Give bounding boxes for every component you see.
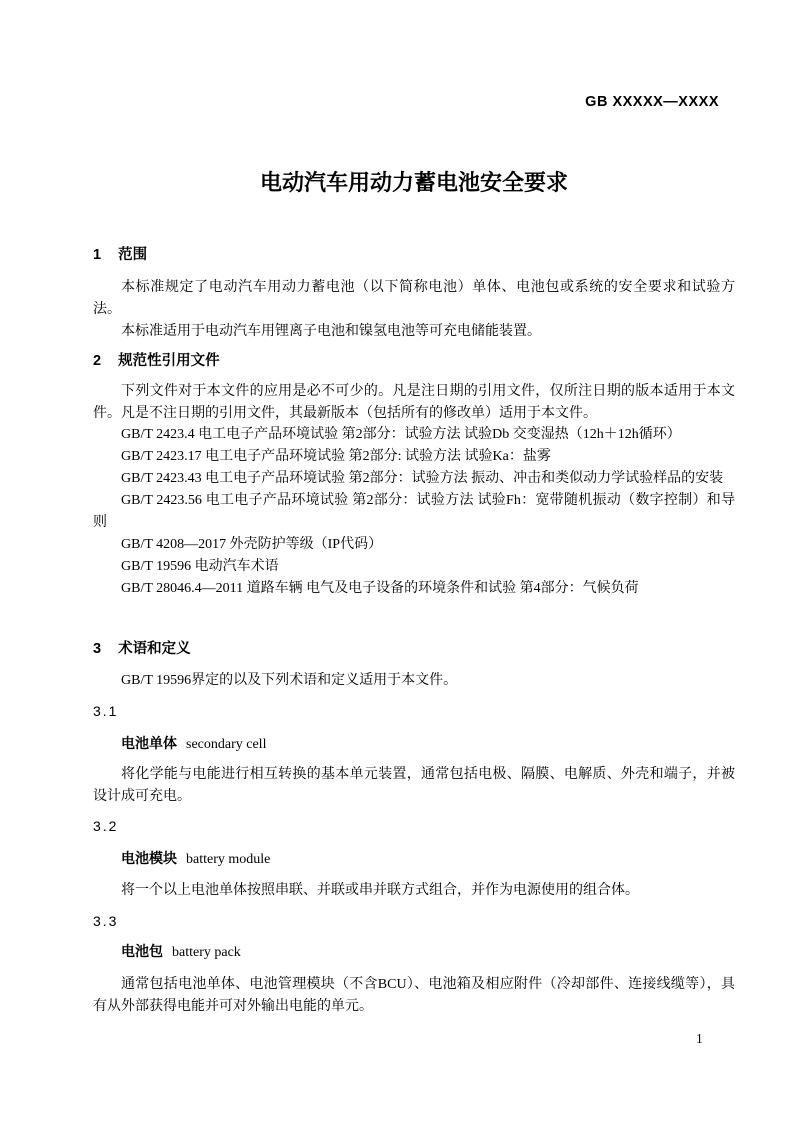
section-2-title: 规范性引用文件: [118, 353, 220, 369]
section-2-number: 2: [93, 353, 102, 369]
reference-entry: GB/T 4208—2017 外壳防护等级（IP代码）: [121, 537, 383, 552]
paragraph: 通常包括电池单体、电池管理模块（不含BCU）、电池箱及相应附件（冷却部件、连接线缆等），具有从外部获得电能并可对外输出电能的单元。: [93, 977, 735, 1014]
reference-entry: GB/T 2423.43 电工电子产品环境试验 第2部分：试验方法 振动、冲击和类似动力学试验样品的安装: [121, 471, 724, 486]
paragraph: 本标准适用于电动汽车用锂离子电池和镍氢电池等可充电储能装置。: [121, 324, 541, 339]
reference-entry: GB/T 28046.4—2011 道路车辆 电气及电子设备的环境条件和试验 第4部分：气候负荷: [121, 581, 639, 596]
term-3-3-name: [93, 942, 763, 962]
term-zh-label: 电池模块: [121, 850, 177, 866]
paragraph: 下列文件对于本文件的应用是必不可少的。凡是注日期的引用文件，仅所注日期的版本适用于本文件。凡是不注日期的引用文件，其最新版本（包括所有的修改单）适用于本文件。: [93, 384, 735, 421]
paragraph: 本标准规定了电动汽车用动力蓄电池（以下简称电池）单体、电池包或系统的安全要求和试验方法。: [93, 280, 735, 317]
term-3-1-name: [93, 734, 763, 754]
section-3-title: 术语和定义: [118, 641, 191, 657]
paragraph: 将化学能与电能进行相互转换的基本单元装置，通常包括电极、隔膜、电解质、外壳和端子，并被设计成可充电。: [93, 767, 735, 804]
term-3-3-number: 3.3: [93, 913, 119, 929]
section-1-number: 1: [93, 247, 102, 263]
paragraph: 将一个以上电池单体按照串联、并联或串并联方式组合，并作为电源使用的组合体。: [121, 883, 639, 898]
paragraph: GB/T 19596界定的以及下列术语和定义适用于本文件。: [121, 673, 458, 688]
reference-entry: GB/T 2423.17 电工电子产品环境试验 第2部分: 试验方法 试验Ka：盐雾: [121, 449, 551, 464]
section-3-number: 3: [93, 641, 102, 657]
section-1-title: 范围: [118, 247, 148, 263]
term-zh-label: 电池包: [121, 943, 163, 959]
reference-entry: GB/T 2423.56 电工电子产品环境试验 第2部分：试验方法 试验Fh：宽带随机振动（数字控制）和导则: [93, 493, 735, 530]
term-en-label: battery module: [186, 852, 271, 867]
term-3-1-definition: [93, 764, 735, 808]
term-en-label: secondary cell: [186, 737, 267, 752]
term-3-2-name: [93, 849, 763, 869]
term-3-1-number: 3.1: [93, 703, 119, 719]
term-zh-label: 电池单体: [121, 735, 177, 751]
section-3-intro: [93, 670, 735, 692]
term-3-2-number: 3.2: [93, 818, 119, 834]
document-title: 电动汽车用动力蓄电池安全要求: [259, 170, 568, 195]
section-1-body: [93, 277, 735, 343]
reference-entry: GB/T 2423.4 电工电子产品环境试验 第2部分：试验方法 试验Db 交变湿热（12h＋12h循环）: [121, 427, 681, 442]
section-2-heading: [93, 352, 735, 371]
term-3-2-definition: [93, 880, 735, 902]
term-en-label: battery pack: [172, 945, 241, 960]
normative-references-list: [93, 424, 735, 600]
standard-code: GB XXXXX—XXXX: [585, 94, 719, 110]
section-2-body: [93, 381, 735, 425]
term-3-3-definition: [93, 974, 735, 1018]
section-3-heading: [93, 640, 735, 659]
page-number: 1: [696, 1031, 703, 1046]
section-1-heading: [93, 246, 735, 265]
reference-entry: GB/T 19596 电动汽车术语: [121, 559, 279, 574]
